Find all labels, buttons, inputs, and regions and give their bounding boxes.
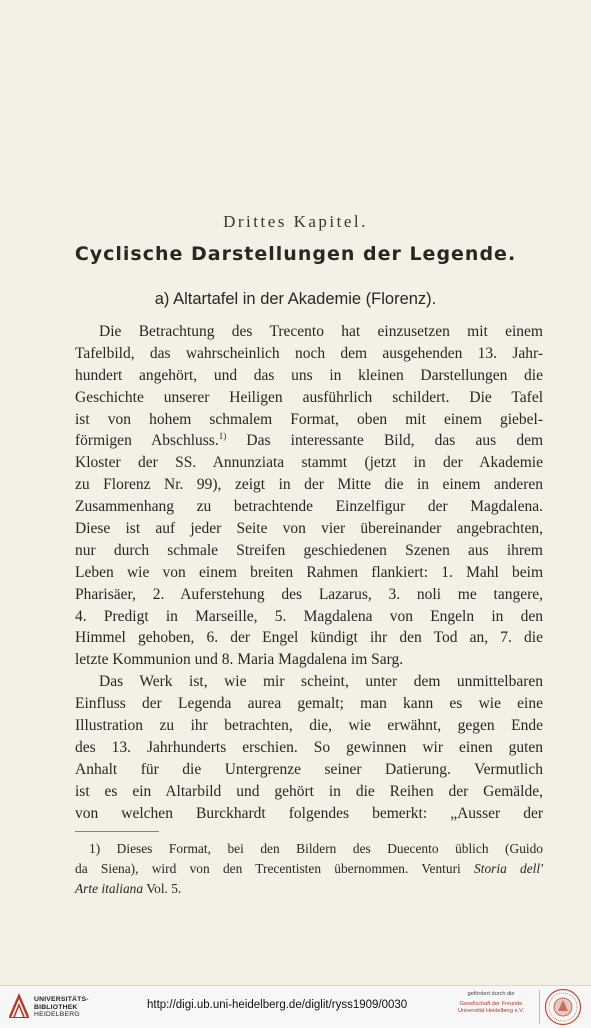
section-heading: a) Altartafel in der Akademie (Florenz). [154, 290, 437, 308]
body-line: zu Florenz Nr. 99), zeigt in der Mitte die in einem anderen [75, 476, 543, 494]
body-line: ist es ein Altarbild und gehört in die Reihen der Gemälde, [75, 782, 543, 800]
footnote-line: 1) Dieses Format, bei den Bildern des Duecento üblich (Guido [89, 841, 543, 856]
body-line: Das Werk ist, wie mir scheint, unter dem unmittelbaren [99, 673, 543, 691]
sponsor-intro: gefördert durch die [467, 991, 515, 997]
body-line: Anhalt für die Untergrenze seiner Datierung. Vermutlich [75, 760, 543, 778]
body-line: Einfluss der Legenda aurea gemalt; man kann es wie eine [75, 695, 543, 713]
permalink-url[interactable]: http://digi.ub.uni-heidelberg.de/diglit/ryss1909/0030 [147, 999, 408, 1011]
body-line: Illustration zu ihr betrachten, die, wie erwähnt, gegen Ende [75, 717, 543, 735]
footnote-line [75, 859, 543, 879]
body-line: hundert angehört, und das uns in kleinen Darstellungen die [75, 366, 543, 384]
body-line-with-footnote [75, 430, 543, 452]
footnote-citation: Arte italiana [75, 881, 144, 896]
footnote-citation: Storia dell' [474, 861, 543, 876]
footer-divider [539, 990, 540, 1024]
body-line: des 13. Jahrhunderts erschien. So gewinnen wir einen guten [75, 738, 543, 756]
body-line: letzte Kommunion und 8. Maria Magdalena im Sarg. [75, 651, 404, 669]
body-line: Leben wie von einem breiten Rahmen flankiert: 1. Mahl beim [75, 563, 543, 581]
library-name-line: HEIDELBERG [34, 1011, 80, 1019]
body-line: 4. Predigt in Marseille, 5. Magdalena von Engeln in den [75, 607, 543, 625]
body-text [75, 321, 543, 824]
body-line: ist von hohem schmalem Format, oben mit einem giebel- [75, 410, 543, 428]
body-line: Himmel gehoben, 6. der Engel kündigt ihr den Tod an, 7. die [75, 629, 543, 647]
body-line: Kloster der SS. Annunziata stammt (jetzt in der Akademie [75, 454, 543, 472]
body-line: Geschichte unserer Heiligen ausführlich schildert. Die Tafel [75, 388, 543, 406]
footnote-divider [75, 831, 159, 832]
chapter-heading: Drittes Kapitel. [223, 212, 368, 231]
body-line: nur durch schmale Streifen geschiedenen Szenen aus ihrem [75, 541, 543, 559]
body-line: von welchen Burckhardt folgendes bemerkt: „Ausser der [75, 804, 543, 822]
body-line: Die Betrachtung des Trecento hat einzusetzen mit einem [99, 323, 543, 340]
body-line-start: förmigen Abschluss. [75, 432, 219, 450]
footnote-reference[interactable]: 1) [218, 431, 227, 442]
body-line: Pharisäer, 2. Auferstehung des Lazarus, 3. noli me tangere, [75, 585, 543, 603]
footnote-line [75, 879, 543, 899]
university-seal-icon [544, 988, 582, 1026]
body-line: Tafelbild, das wahrscheinlich noch dem ausgehenden 13. Jahr- [75, 344, 543, 362]
footnote-text: Vol. 5. [146, 881, 182, 896]
viewer-footer [0, 985, 591, 1028]
footnotes [75, 839, 543, 899]
sponsor-name-line: Universität Heidelberg e.V. [457, 1008, 525, 1015]
footnote-text: da Siena), wird von den Trecentisten übernommen. Venturi [75, 861, 461, 876]
chapter-title: Cyclische Darstellungen der Legende. [74, 243, 517, 265]
body-line-end: Das interessante Bild, das aus dem [246, 432, 543, 450]
sponsor-notice [448, 991, 534, 1016]
body-line: Zusammenhang zu betrachtende Einzelfigur der Magdalena. [75, 498, 543, 516]
library-name [34, 996, 89, 1019]
sponsor-name-line: Gesellschaft der Freunde [459, 1001, 523, 1008]
library-name-line: BIBLIOTHEK [34, 1003, 78, 1011]
body-line: Diese ist auf jeder Seite von vier übereinander angebrachten, [75, 520, 543, 538]
university-library-logo-icon[interactable] [8, 993, 30, 1019]
library-name-line: UNIVERSITÄTS- [34, 996, 89, 1003]
